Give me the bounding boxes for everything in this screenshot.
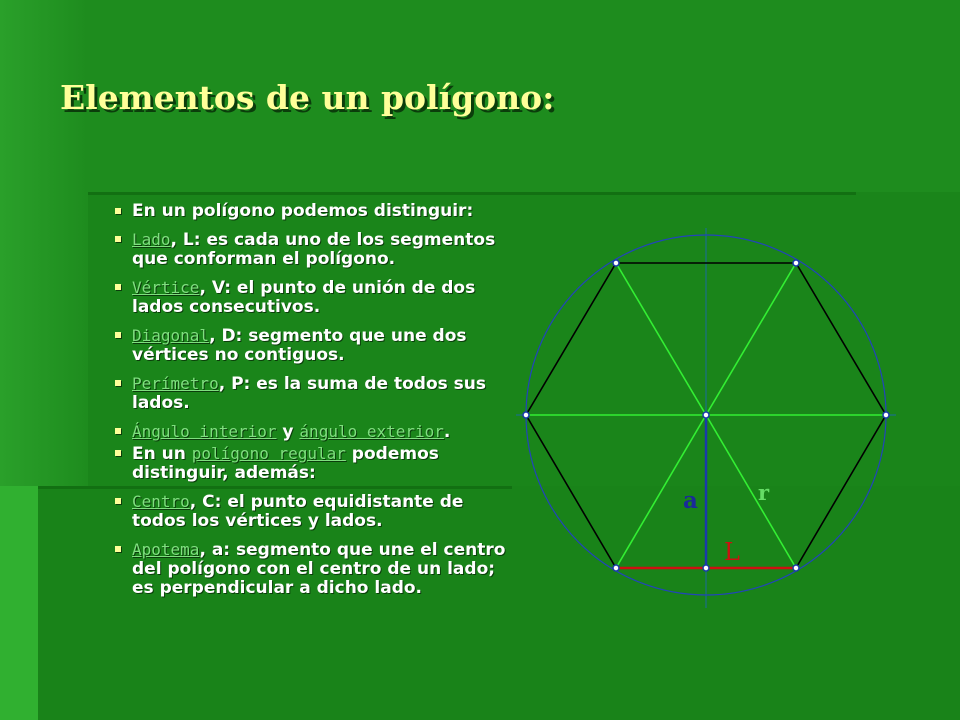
hexagon-side bbox=[796, 415, 886, 568]
link-lado[interactable]: Lado bbox=[132, 230, 171, 249]
radius-line bbox=[616, 263, 706, 415]
link-angulo-interior[interactable]: Ángulo interior bbox=[132, 422, 277, 441]
vertex-point bbox=[793, 260, 799, 266]
link-angulo-exterior[interactable]: ángulo exterior bbox=[299, 422, 444, 441]
item-text: , C: el punto equidistante de todos los vértices y lados. bbox=[132, 492, 464, 531]
item-text: En un bbox=[132, 444, 192, 464]
item-text: , P: es la suma de todos sus lados. bbox=[132, 374, 487, 413]
item-text: En un polígono podemos distinguir: bbox=[132, 201, 474, 221]
slide-title: Elementos de un polígono: bbox=[60, 78, 555, 117]
radius-line bbox=[706, 415, 796, 568]
item-text: , D: segmento que une dos vértices no contiguos. bbox=[132, 326, 467, 365]
item-text: . bbox=[443, 422, 451, 442]
hexagon-side bbox=[526, 263, 616, 415]
radius-line bbox=[706, 263, 796, 415]
center-point bbox=[703, 412, 709, 418]
vertex-point bbox=[523, 412, 529, 418]
item-text: y bbox=[276, 422, 300, 442]
vertex-point bbox=[883, 412, 889, 418]
link-perimetro[interactable]: Perímetro bbox=[132, 374, 219, 393]
label-side: L bbox=[724, 538, 740, 566]
label-radius: r bbox=[758, 480, 770, 505]
vertex-point bbox=[613, 260, 619, 266]
item-text: , L: es cada uno de los segmentos que conforman el polígono. bbox=[132, 230, 496, 269]
link-diagonal[interactable]: Diagonal bbox=[132, 326, 210, 345]
side-midpoint bbox=[703, 565, 709, 571]
hexagon-side bbox=[796, 263, 886, 415]
link-poligono-regular[interactable]: polígono regular bbox=[191, 444, 346, 463]
vertex-point bbox=[793, 565, 799, 571]
link-centro[interactable]: Centro bbox=[132, 492, 190, 511]
vertex-point bbox=[613, 565, 619, 571]
link-apotema[interactable]: Apotema bbox=[132, 540, 200, 559]
hexagon-side bbox=[526, 415, 616, 568]
item-text: podemos distinguir, además: bbox=[132, 444, 439, 483]
item-text: , V: el punto de unión de dos lados consecutivos. bbox=[132, 278, 476, 317]
item-text: , a: segmento que une el centro del polígono con el centro de un lado; es perpendicular a dicho lado. bbox=[132, 540, 506, 598]
link-vertice[interactable]: Vértice bbox=[132, 278, 200, 297]
label-apothem: a bbox=[683, 487, 698, 514]
